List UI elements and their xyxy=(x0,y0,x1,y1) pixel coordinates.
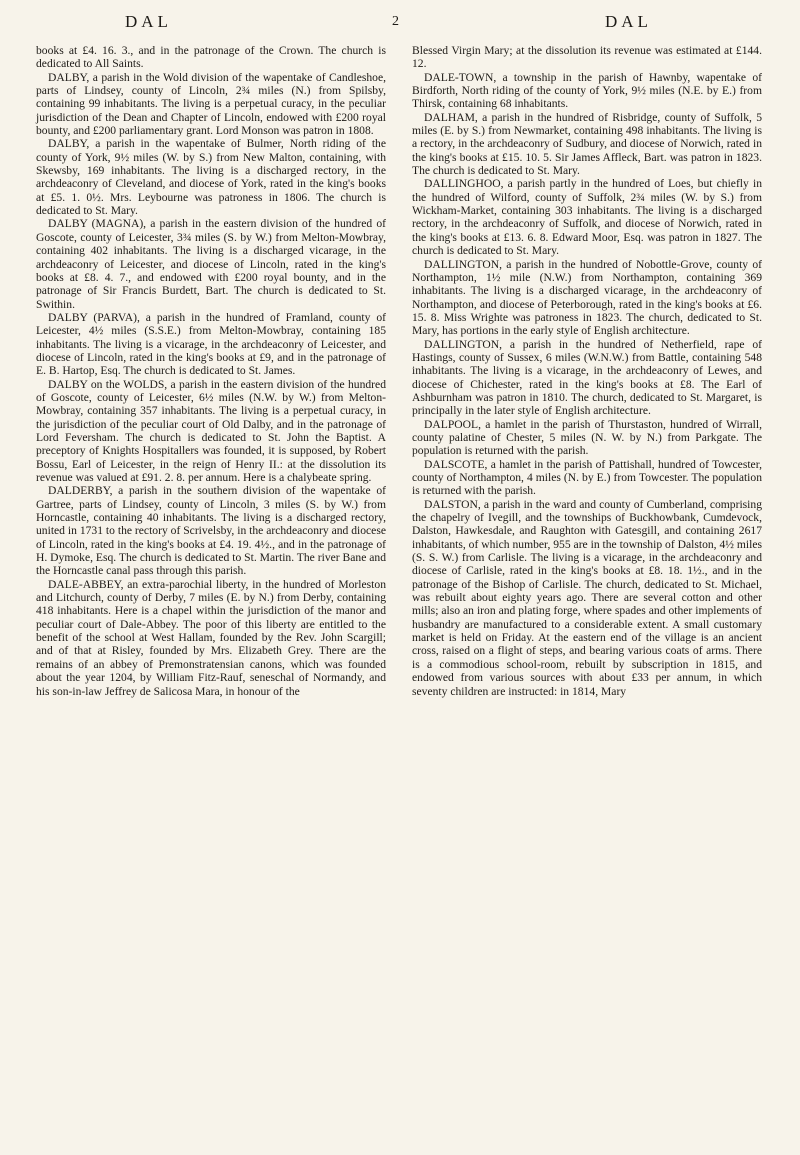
entry-paragraph: DALLINGTON, a parish in the hundred of Netherfield, rape of Hastings, county of Sussex, 6 miles (W.N.W.) from Battle, containing 548 inhabitants. The living is a vicarage, in the archdeaconry of Lewes, and diocese of Chichester, rated in the king's books at £8. The Earl of Ashburnham was patron in 1810. The church, dedicated to St. Margaret, is principally in the later style of English architecture. xyxy=(412,337,762,418)
entry-paragraph: DALE-ABBEY, an extra-parochial liberty, in the hundred of Morleston and Litchurch, county of Derby, 7 miles (E. by N.) from Derby, containing 418 inhabitants. Here is a chapel within the jurisdiction of the manor and peculiar court of Dale-Abbey. The poor of this liberty are entitled to the benefit of the school at West Hallam, founded by the Rev. John Scargill; and of that at Risley, founded by Mrs. Elizabeth Grey. There are the remains of an abbey of Premonstratensian canons, which was founded about the year 1204, by William Fitz-Rauf, seneschal of Normandy, and his son-in-law Jeffrey de Salicosa Mara, in honour of the xyxy=(36,577,386,698)
header-left-guide-word: DAL xyxy=(125,12,172,31)
entry-paragraph: DALLINGTON, a parish in the hundred of Nobottle-Grove, county of Northampton, 1½ mile (N.W.) from Northampton, containing 369 inhabitants. The living is a discharged vicarage, in the archdeaconry of Northampton, and diocese of Peterborough, rated in the king's books at £6. 15. 8. Miss Wrighte was patroness in 1823. The church, dedicated to St. Mary, has portions in the early style of English architecture. xyxy=(412,257,762,338)
entry-paragraph: books at £4. 16. 3., and in the patronage of the Crown. The church is dedicated to All Saints. xyxy=(36,44,386,71)
entry-paragraph: DALBY, a parish in the wapentake of Bulmer, North riding of the county of York, 9½ miles (W. by S.) from New Malton, containing, with Skewsby, 169 inhabitants. The living is a discharged rectory, in the archdeaconry of Cleveland, and diocese of York, rated in the king's books at £5. 1. 0½. Mrs. Leybourne was patroness in 1806. The church is dedicated to St. Mary. xyxy=(36,137,386,218)
entry-paragraph: DALBY on the WOLDS, a parish in the eastern division of the hundred of Goscote, county of Leicester, 6½ miles (N.W. by W.) from Melton-Mowbray, containing 357 inhabitants. The living is a perpetual curacy, in the jurisdiction of the peculiar court of Old Dalby, and in the patronage of Lord Feversham. The church is dedicated to St. John the Baptist. A preceptory of Knights Hospitallers was founded, it is supposed, by Robert Bossu, Earl of Leicester, in the reign of Henry II.: at the dissolution its revenue was valued at £91. 2. 8. per annum. Here is a chalybeate spring. xyxy=(36,377,386,484)
entry-paragraph: DALHAM, a parish in the hundred of Risbridge, county of Suffolk, 5 miles (E. by S.) from Newmarket, containing 498 inhabitants. The living is a rectory, in the archdeaconry of Sudbury, and diocese of Norwich, rated in the king's books at £15. 10. 5. Sir James Affleck, Bart. was patron in 1823. The church is dedicated to St. Mary. xyxy=(412,110,762,178)
running-header xyxy=(40,12,760,38)
entry-paragraph: DALDERBY, a parish in the southern division of the wapentake of Gartree, parts of Lindsey, county of Lincoln, 3 miles (S. by W.) from Horncastle, containing 40 inhabitants. The living is a discharged rectory, united in 1731 to the rectory of Scrivelsby, in the archdeaconry and diocese of Lincoln, rated in the king's books at £4. 19. 4½., and in the patronage of H. Dymoke, Esq. The church is dedicated to St. Martin. The river Bane and the Horncastle canal pass through this parish. xyxy=(36,484,386,578)
entry-paragraph: Blessed Virgin Mary; at the dissolution its revenue was estimated at £144. 12. xyxy=(412,44,762,71)
header-right-guide-word: DAL xyxy=(605,12,652,31)
page-number: 2 xyxy=(392,14,399,29)
left-text-column xyxy=(36,44,386,698)
entry-paragraph: DALPOOL, a hamlet in the parish of Thurstaston, hundred of Wirrall, county palatine of Chester, 5 miles (N. W. by N.) from Parkgate. The population is returned with the parish. xyxy=(412,417,762,458)
entry-paragraph: DALSTON, a parish in the ward and county of Cumberland, comprising the chapelry of Ivegill, and the townships of Buckhowbank, Cumdevock, Dalston, Hawkesdale, and Raughton with Gatesgill, and containing 2617 inhabitants, of which number, 955 are in the township of Dalston, 4½ miles (S. S. W.) from Carlisle. The living is a vicarage, in the archdeaconry and diocese of Carlisle, rated in the king's books at £8. 18. 1½., and in the patronage of the Bishop of Carlisle. The church, dedicated to St. Michael, was rebuilt about eighty years ago. There are several cotton and other mills; also an iron and plating forge, where spades and other implements of husbandry are manufactured to a considerable extent. A small customary market is held on Friday. At the eastern end of the village is an ancient cross, raised on a flight of steps, and bearing various coats of arms. There is a commodious school-room, rebuilt by subscription in 1815, and endowed from various sources with about £33 per annum, in which seventy children are instructed: in 1814, Mary xyxy=(412,497,762,698)
entry-paragraph: DALLINGHOO, a parish partly in the hundred of Loes, but chiefly in the hundred of Wilford, county of Suffolk, 2¾ miles (W. by S.) from Wickham-Market, containing 303 inhabitants. The living is a discharged rectory, in the archdeaconry of Suffolk, and diocese of Norwich, rated in the king's books at £13. 6. 8. Edward Moor, Esq. was patron in 1827. The church is dedicated to St. Mary. xyxy=(412,177,762,258)
right-text-column xyxy=(412,44,762,698)
entry-paragraph: DALBY, a parish in the Wold division of the wapentake of Candleshoe, parts of Lindsey, county of Lincoln, 2¾ miles (N.) from Spilsby, containing 99 inhabitants. The living is a perpetual curacy, in the peculiar jurisdiction of the Dean and Chapter of Lincoln, endowed with £200 royal bounty, and £200 parliamentary grant. Lord Monson was patron in 1808. xyxy=(36,70,386,138)
entry-paragraph: DALSCOTE, a hamlet in the parish of Pattishall, hundred of Towcester, county of Northampton, 4 miles (N. by E.) from Towcester. The population is returned with the parish. xyxy=(412,457,762,498)
entry-paragraph: DALE-TOWN, a township in the parish of Hawnby, wapentake of Birdforth, North riding of the county of York, 9½ miles (N.E. by E.) from Thirsk, containing 68 inhabitants. xyxy=(412,70,762,111)
entry-paragraph: DALBY (MAGNA), a parish in the eastern division of the hundred of Goscote, county of Leicester, 3¾ miles (S. by W.) from Melton-Mowbray, containing 402 inhabitants. The living is a discharged vicarage, in the archdeaconry of Leicester, and diocese of Lincoln, rated in the king's books at £8. 4. 7., and endowed with £200 royal bounty, and in the patronage of Sir Francis Burdett, Bart. The church is dedicated to St. Swithin. xyxy=(36,217,386,311)
entry-paragraph: DALBY (PARVA), a parish in the hundred of Framland, county of Leicester, 4½ miles (S.S.E.) from Melton-Mowbray, containing 185 inhabitants. The living is a vicarage, in the archdeaconry of Leicester, and diocese of Lincoln, rated in the king's books at £9, and in the patronage of E. B. Hartop, Esq. The church is dedicated to St. James. xyxy=(36,310,386,378)
